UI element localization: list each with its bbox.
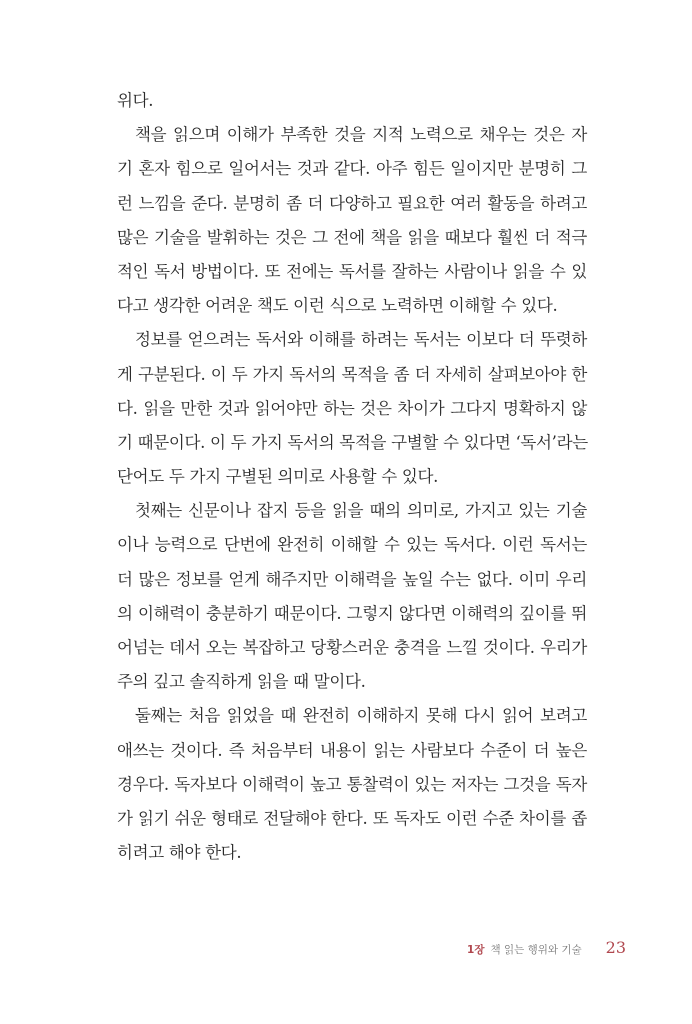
text-line: 다. 읽을 만한 것과 읽어야만 하는 것은 차이가 그다지 명확하지 않 [117, 398, 587, 418]
paragraph [117, 118, 587, 323]
text-line: 단어도 두 가지 구별된 의미로 사용할 수 있다. [117, 467, 439, 487]
page-footer [467, 938, 626, 957]
text-line: 주의 깊고 솔직하게 읽을 때 말이다. [117, 672, 366, 692]
paragraph [117, 84, 587, 118]
paragraph [117, 323, 587, 494]
page-number: 23 [605, 938, 626, 957]
text-line: 적인 독서 방법이다. 또 전에는 독서를 잘하는 사람이나 읽을 수 있 [117, 261, 587, 281]
text-line: 의 이해력이 충분하기 때문이다. 그렇지 않다면 이해력의 깊이를 뛰 [117, 603, 587, 623]
text-line: 기 때문이다. 이 두 가지 독서의 목적을 구별할 수 있다면 ‘독서’라는 [117, 432, 588, 452]
text-line: 애쓰는 것이다. 즉 처음부터 내용이 읽는 사람보다 수준이 더 높은 [117, 740, 587, 760]
text-line: 더 많은 정보를 얻게 해주지만 이해력을 높일 수는 없다. 이미 우리 [117, 569, 587, 589]
chapter-title: 책 읽는 행위와 기술 [490, 944, 582, 956]
text-line: 다고 생각한 어려운 책도 이런 식으로 노력하면 이해할 수 있다. [117, 296, 558, 316]
body-text [117, 84, 587, 870]
text-line: 경우다. 독자보다 이해력이 높고 통찰력이 있는 저자는 그것을 독자 [117, 774, 587, 794]
text-line: 많은 기술을 발휘하는 것은 그 전에 책을 읽을 때보다 훨씬 더 적극 [117, 227, 587, 247]
text-line: 기 혼자 힘으로 일어서는 것과 같다. 아주 힘든 일이지만 분명히 그 [117, 159, 587, 179]
text-line: 게 구분된다. 이 두 가지 독서의 목적을 좀 더 자세히 살펴보아야 한 [117, 364, 587, 384]
paragraph [117, 494, 587, 699]
text-line: 정보를 얻으려는 독서와 이해를 하려는 독서는 이보다 더 뚜렷하 [135, 330, 587, 350]
text-line: 첫째는 신문이나 잡지 등을 읽을 때의 의미로, 가지고 있는 기술 [135, 501, 587, 521]
text-line: 런 느낌을 준다. 분명히 좀 더 다양하고 필요한 여러 활동을 하려고 [117, 193, 587, 213]
paragraph [117, 699, 587, 870]
text-line: 위다. [117, 91, 154, 110]
text-line: 가 읽기 쉬운 형태로 전달해야 한다. 또 독자도 이런 수준 차이를 좁 [117, 808, 587, 828]
text-line: 어넘는 데서 오는 복잡하고 당황스러운 충격을 느낄 것이다. 우리가 [117, 638, 587, 657]
text-line: 둘째는 처음 읽었을 때 완전히 이해하지 못해 다시 읽어 보려고 [135, 706, 587, 726]
text-line: 히려고 해야 한다. [117, 843, 242, 863]
chapter-label: 1장 [467, 944, 485, 956]
text-line: 책을 읽으며 이해가 부족한 것을 지적 노력으로 채우는 것은 자 [135, 125, 587, 145]
text-line: 이나 능력으로 단번에 완전히 이해할 수 있는 독서다. 이런 독서는 [117, 535, 587, 555]
